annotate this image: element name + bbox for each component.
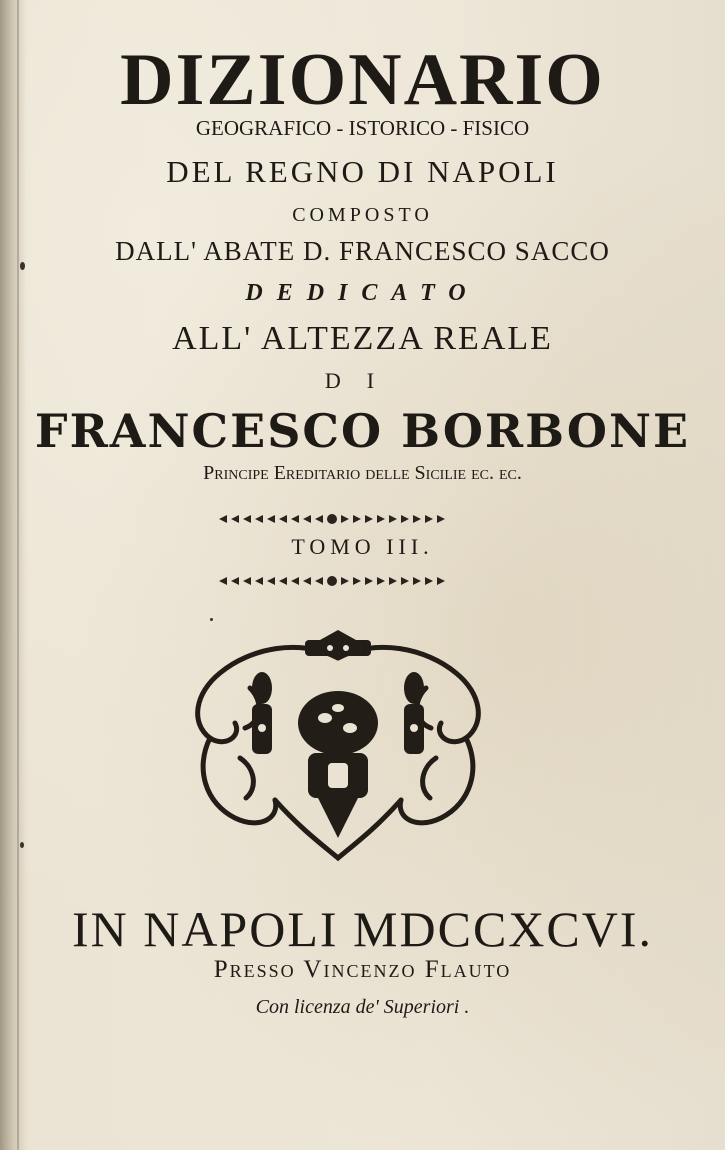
book-subject: DEL REGNO DI NAPOLI	[166, 154, 559, 189]
printers-vignette-ornament	[180, 628, 496, 868]
dedicatee-title: Principe Ereditario delle Sicilie ec. ec.	[203, 462, 522, 484]
ink-speck	[210, 618, 213, 621]
author-line: DALL' ABATE D. FRANCESCO SACCO	[115, 236, 610, 266]
book-title: DIZIONARIO	[120, 39, 605, 121]
composed-label: COMPOSTO	[292, 204, 433, 226]
imprint-place-date: IN NAPOLI MDCCXCVI.	[71, 901, 654, 957]
ornamental-rule-bottom	[215, 574, 450, 588]
dedicated-label: DEDICATO	[245, 280, 480, 306]
ornamental-rule-top	[215, 512, 450, 526]
margin-mark	[20, 262, 25, 270]
printer-line: Presso Vincenzo Flauto	[213, 956, 512, 983]
dedicatee-name: FRANCESCO BORBONE	[34, 404, 691, 458]
license-line: Con licenza de' Superiori .	[255, 996, 470, 1018]
margin-mark	[20, 842, 24, 848]
of-label: DI	[324, 368, 401, 393]
book-subtitle: GEOGRAFICO - ISTORICO - FISICO	[195, 116, 530, 140]
dedicatee-intro: ALL' ALTEZZA REALE	[172, 320, 553, 357]
volume-label: TOMO III.	[291, 534, 434, 559]
